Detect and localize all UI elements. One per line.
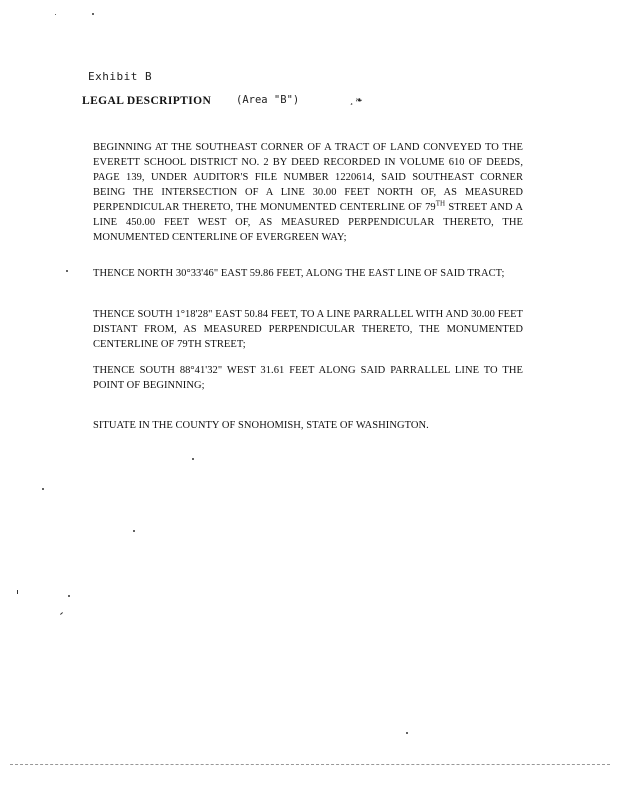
paragraph-beginning-text-b: STREET AND A LINE 450.00 FEET WEST OF, AS MEASURED PERPENDICULAR THERETO, THE MONUMENTED CENTERLINE OF EVERGREEN WAY;: [93, 202, 523, 243]
superscript-th: TH: [435, 199, 446, 208]
scan-speck: [42, 488, 44, 490]
scan-speck: [133, 530, 135, 532]
paragraph-thence-south-east: THENCE SOUTH 1°18'28" EAST 50.84 FEET, TO A LINE PARRALLEL WITH AND 30.00 FEET DISTANT FROM, AS MEASURED PERPENDICULAR THERETO, THE MONUMENTED CENTERLINE OF 79TH STREET;: [93, 309, 523, 350]
scan-speck: [406, 732, 408, 734]
scan-edge-line: [10, 764, 610, 765]
scan-speck: [66, 270, 68, 272]
scan-speck: [17, 590, 18, 594]
paragraph-beginning-text-a: BEGINNING AT THE SOUTHEAST CORNER OF A TRACT OF LAND CONVEYED TO THE EVERETT SCHOOL DISTRICT NO. 2 BY DEED RECORDED IN VOLUME 610 OF DEEDS, PAGE 139, UNDER AUDITOR'S FILE NUMBER 1220614, SAID SOUTHEAST CORNER BEING THE INTERSECTION OF A LINE 30.00 FEET NORTH OF, AS MEASURED PERPENDICULAR THERETO, THE MONUMENTED CENTERLINE OF 79: [93, 142, 523, 213]
scan-speck: [55, 14, 56, 15]
area-label: (Area "B"): [236, 94, 300, 106]
scan-speck: [92, 13, 94, 15]
legal-description-heading: LEGAL DESCRIPTION: [82, 95, 212, 107]
scan-speck: [68, 595, 70, 597]
paragraph-situate: SITUATE IN THE COUNTY OF SNOHOMISH, STATE OF WASHINGTON.: [93, 420, 429, 431]
scan-speck: [60, 612, 63, 615]
scan-speck: [192, 458, 194, 460]
paragraph-beginning: [93, 140, 523, 245]
handwritten-mark: ¸ ❧: [350, 95, 363, 105]
paragraph-thence-north: THENCE NORTH 30°33'46" EAST 59.86 FEET, ALONG THE EAST LINE OF SAID TRACT;: [93, 268, 505, 279]
exhibit-label: Exhibit B: [88, 70, 153, 83]
paragraph-thence-south-west: THENCE SOUTH 88°41'32" WEST 31.61 FEET ALONG SAID PARRALLEL LINE TO THE POINT OF BEGINNING;: [93, 365, 523, 391]
